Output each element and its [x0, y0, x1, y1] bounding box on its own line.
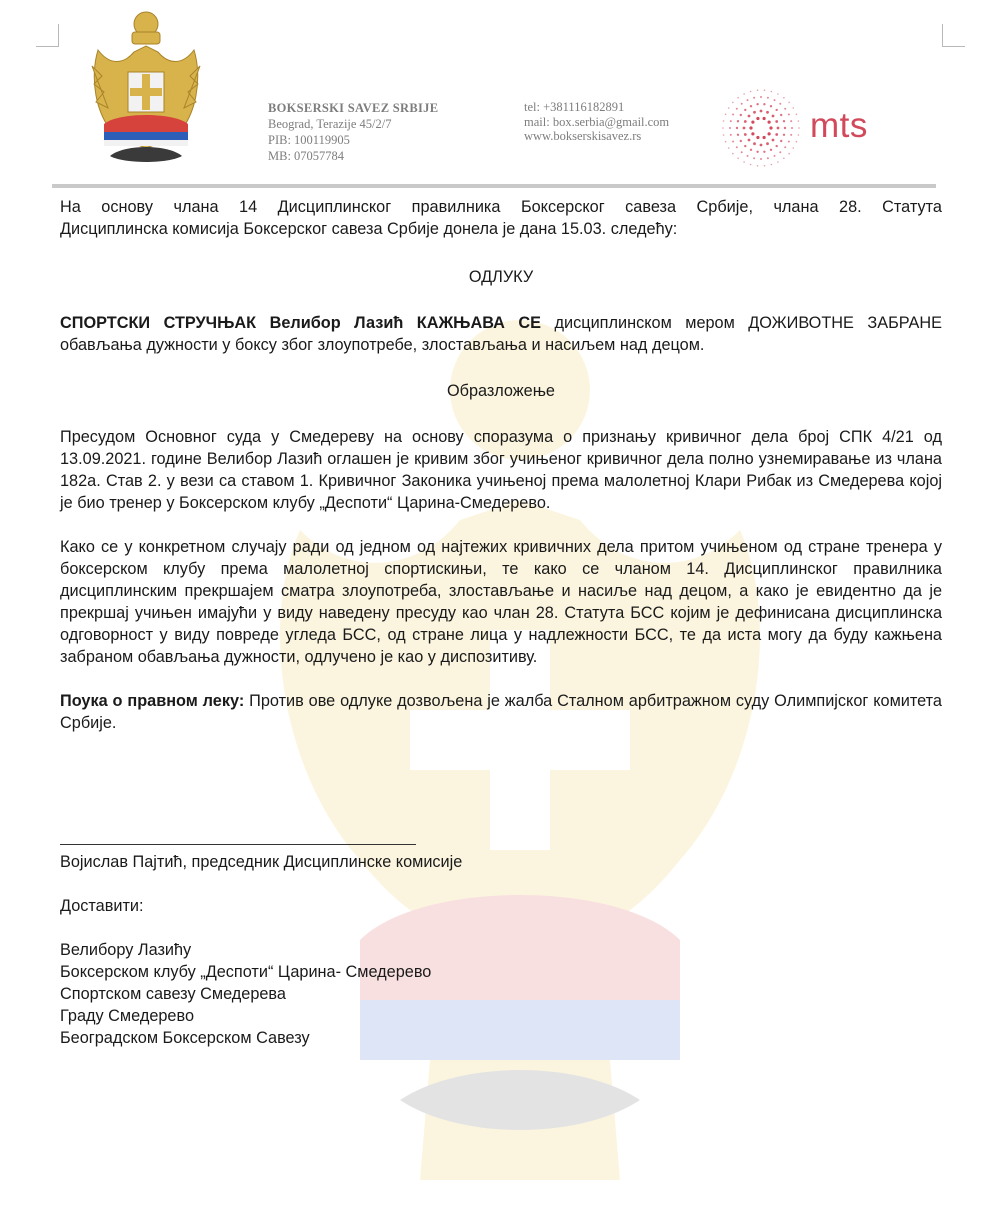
page-corner-mark-left — [36, 24, 59, 47]
deliver-label: Доставити: — [60, 897, 144, 915]
reasoning-paragraph-2: Како се у конкретном случају ради од једном од најтежих кривичних дела притом учињеном од стране тренера у боксерском клубу према малолетној спортискињи, те како се чланом 14. Дисциплинског правилника дисциплинским прекршајем сматра злоупотреба, злостављање и насиље над децом, а како је евидентно да је прекршај учињен имајући у виду наведену пресуду као члан 28. Статута БСС којим је дефинисана дисциплинска одговорност у виду повреде угледа БСС, од стране лица у надлежности БСС, те да иста могу да буду кажњена забраном обављања дужности, одлучено је као у диспозитиву. — [60, 538, 942, 666]
serbian-crest-logo — [88, 6, 204, 170]
legal-remedy-paragraph — [60, 690, 942, 734]
contact-web: www.bokserskisavez.rs — [524, 129, 642, 143]
recipient-item: Београдском Боксерском Савезу — [60, 1029, 310, 1047]
intro-line-1: На основу члана 14 Дисциплинског правилника Боксерског савеза Србије, члана 28. Статута — [60, 198, 942, 216]
organization-info — [268, 100, 438, 164]
legal-remedy-text: Против ове одлуке дозвољена је жалба Сталном арбитражном суду Олимпијског комитета Србије. — [60, 692, 942, 732]
decision-paragraph — [60, 312, 942, 356]
contact-tel: tel: +381116182891 — [524, 100, 625, 114]
page-corner-mark-right — [942, 24, 965, 47]
organization-address: Beograd, Terazije 45/2/7 — [268, 117, 392, 131]
decision-subject: СПОРТСКИ СТРУЧЊАК Велибор Лазић КАЖЊАВА СЕ — [60, 314, 542, 332]
document-title: ОДЛУКУ — [468, 268, 534, 286]
decision-document — [60, 196, 942, 1049]
organization-mb: MB: 07057784 — [268, 149, 345, 163]
recipient-item: Спортском савезу Смедерева — [60, 985, 286, 1003]
mts-logo-icon — [716, 88, 806, 168]
contact-mail: mail: box.serbia@gmail.com — [524, 114, 670, 129]
organization-pib: PIB: 100119905 — [268, 133, 350, 147]
mts-logo-text: mts — [810, 106, 868, 145]
contact-info — [524, 100, 669, 144]
recipient-item: Граду Смедерево — [60, 1007, 195, 1025]
recipient-item: Боксерском клубу „Деспоти“ Царина- Смедерево — [60, 963, 432, 981]
recipient-item: Велибору Лазићу — [60, 941, 192, 959]
recipients-list — [60, 939, 942, 1049]
legal-remedy-label: Поука о правном леку: — [60, 692, 245, 710]
decision-text: дисциплинском мером ДОЖИВОТНЕ ЗАБРАНЕ обављања дужности у боксу због злоупотребе, злостављања и насиљем над децом. — [60, 314, 943, 354]
signatory-name: Војислав Пајтић, председник Дисциплинске комисије — [60, 853, 463, 871]
reasoning-heading: Образложење — [447, 382, 555, 400]
header-divider — [52, 184, 936, 188]
reasoning-paragraph-1: Пресудом Основног суда у Смедереву на основу споразума о признању кривичног дела број СПК 4/21 од 13.09.2021. године Велибор Лазић оглашен је кривим због учињеног кривичног дела полно узнемиравање из члана 182а. Став 2. у вези са ставом 1. Кривичног Законика учињеној према малолетној Клари Рибак из Смедерева којој је био тренер у Боксерском клубу „Деспоти“ Царина-Смедерево. — [60, 428, 942, 512]
organization-name: BOKSERSKI SAVEZ SRBIJE — [268, 101, 439, 115]
signature-line — [60, 844, 416, 845]
intro-line-2: Дисциплинска комисија Боксерског савеза Србије донела је дана 15.03. следећу: — [60, 220, 678, 238]
